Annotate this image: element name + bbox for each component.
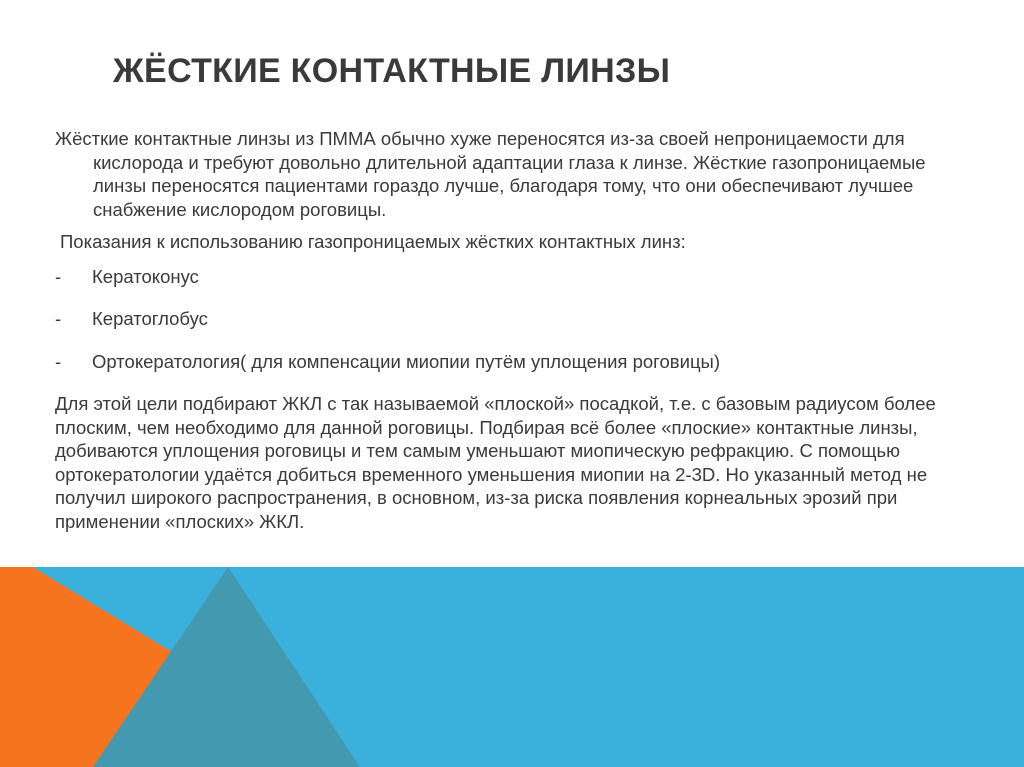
list-dash: - <box>55 265 62 287</box>
list-item <box>55 307 960 331</box>
list-dash: - <box>55 350 62 372</box>
slide-title: ЖЁСТКИЕ КОНТАКТНЫЕ ЛИНЗЫ <box>113 52 671 90</box>
paragraph-orthokeratology: Для этой цели подбирают ЖКЛ с так называемой «плоской» посадкой, т.е. с базовым радиусом более плоским, чем необходимо для данной роговицы. Подбирая всё более «плоские» контактные линзы, добиваются уплощения роговицы и тем самым уменьшают миопическую рефракцию. С помощью ортокератологии удаётся добиться временного уменьшения миопии на 2-3D. Но указанный метод не получил широкого распространения, в основном, из-за риска появления корнеальных эрозий при применении «плоских» ЖКЛ. <box>55 393 936 532</box>
indications-heading: Показания к использованию газопроницаемых жёстких контактных линз: <box>60 231 686 252</box>
list-item <box>55 265 960 289</box>
list-dash: - <box>55 308 62 329</box>
paragraph-pmma: Жёсткие контактные линзы из ПММА обычно хуже переносятся из-за своей непроницаемости для кислорода и требуют довольно длительной адаптации глаза к линзе. Жёсткие газопроницаемые линзы переносятся пациентами гораздо лучше, благодаря тому, что они обеспечивают лучшее снабжение кислородом роговицы. <box>55 128 926 220</box>
list-item-label: Кератоконус <box>92 265 199 287</box>
slide-body <box>55 127 960 533</box>
list-item <box>55 350 960 374</box>
list-item-label: Кератоглобус <box>92 308 208 329</box>
list-item-label: Ортокератология( для компенсации миопии путём уплощения роговицы) <box>92 350 720 372</box>
